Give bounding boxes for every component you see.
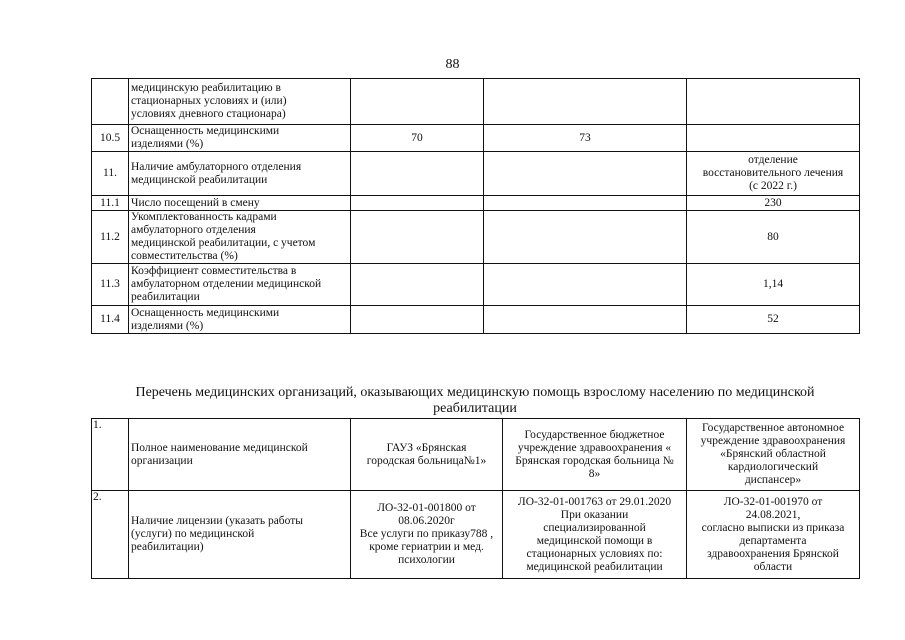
indicator-label-line: условиях дневного стационара)	[131, 108, 286, 120]
organization-2-line: При оказании	[560, 508, 629, 521]
organization-3	[687, 419, 860, 491]
value-col-3	[687, 125, 860, 152]
organization-3-line: здравоохранения Брянской	[707, 547, 839, 560]
indicator-label-line: реабилитации	[131, 291, 200, 303]
organization-1-line: городская больница№1»	[366, 454, 487, 467]
indicator-label-line: амбулаторного отделения	[131, 224, 256, 236]
value-col-1	[351, 79, 484, 125]
organization-3-line: департамента	[739, 534, 807, 547]
criterion-label	[129, 491, 351, 579]
criterion-label-line: организации	[131, 454, 193, 467]
value-col-3-line: 80	[767, 230, 779, 243]
organization-2-line: специализированной	[543, 521, 646, 534]
value-col-2	[484, 152, 687, 196]
table-row	[92, 152, 860, 196]
organization-2-line: медицинской помощи в	[536, 534, 653, 547]
indicator-label	[129, 79, 351, 125]
criterion-label-line: Наличие лицензии (указать работы	[131, 515, 304, 527]
value-col-2	[484, 79, 687, 125]
indicator-label-line: Число посещений в смену	[131, 196, 260, 209]
organization-3-line: Государственное автономное	[701, 422, 845, 434]
row-number: 1.	[92, 419, 129, 491]
table-row	[92, 419, 860, 491]
value-col-3	[687, 211, 860, 264]
criterion-label-line: реабилитации)	[131, 541, 204, 553]
indicator-label	[129, 152, 351, 196]
value-col-3	[687, 306, 860, 334]
organization-3-line: кардиологический	[727, 461, 819, 473]
table-row	[92, 125, 860, 152]
table-row	[92, 79, 860, 125]
table-row	[92, 211, 860, 264]
organization-1	[351, 419, 503, 491]
table-row	[92, 306, 860, 334]
organization-3-line: области	[753, 560, 793, 573]
row-number: 11.2	[92, 211, 129, 264]
value-col-1	[351, 306, 484, 334]
indicator-label	[129, 264, 351, 306]
organization-2-line: учреждение здравоохранения «	[517, 441, 672, 454]
organization-3-line: учреждение здравоохранения	[700, 435, 846, 447]
value-col-2: 73	[484, 125, 687, 152]
rehab-indicators-table	[91, 78, 860, 334]
row-number: 11.3	[92, 264, 129, 306]
value-col-3-line: 230	[764, 196, 782, 209]
value-col-3	[687, 79, 860, 125]
indicator-label-line: амбулаторном отделении медицинской	[131, 278, 322, 290]
criterion-label-line: (услуги) по медицинской	[131, 528, 255, 540]
value-col-1	[351, 211, 484, 264]
organization-2	[503, 419, 687, 491]
value-col-3-line: 1,14	[762, 278, 784, 290]
section-heading	[91, 385, 859, 417]
organization-3-line: согласно выписки из приказа	[701, 521, 845, 534]
value-col-1	[351, 264, 484, 306]
criterion-label-line: Полное наименование медицинской	[131, 441, 308, 454]
indicator-label-line: стационарных условиях и (или)	[131, 95, 287, 107]
medical-organizations-body	[92, 419, 860, 579]
organization-2-line: медицинской реабилитации	[526, 560, 663, 573]
indicator-label	[129, 211, 351, 264]
table-row	[92, 196, 860, 211]
organization-2-line: 8»	[588, 467, 601, 480]
value-col-2	[484, 306, 687, 334]
organization-3-line: «Брянский областной	[720, 448, 826, 460]
indicator-label	[129, 125, 351, 152]
indicator-label-line: Укомплектованность кадрами	[131, 211, 277, 223]
indicator-label-line: медицинской реабилитации, с учетом	[131, 237, 316, 249]
indicator-label	[129, 306, 351, 334]
value-col-1	[351, 152, 484, 196]
organization-3-line: ЛО-32-01-001970 от	[723, 495, 823, 508]
value-col-1	[351, 196, 484, 211]
value-col-2	[484, 211, 687, 264]
organization-2-line: Государственное бюджетное	[524, 428, 665, 441]
value-col-3-line: 52	[767, 313, 779, 325]
criterion-label	[129, 419, 351, 491]
value-col-3-line: отделение	[748, 154, 798, 166]
indicator-label-line: совместительства (%)	[131, 250, 238, 262]
row-number: 11.4	[92, 306, 129, 334]
table-row	[92, 264, 860, 306]
organization-3-line: диспансер»	[744, 474, 802, 486]
indicator-label-line: изделиями (%)	[131, 138, 204, 150]
value-col-3	[687, 196, 860, 211]
indicator-label-line: Оснащенность медицинскими	[131, 125, 280, 137]
organization-2-line: ЛО-32-01-001763 от 29.01.2020	[517, 495, 672, 508]
indicator-label-line: Оснащенность медицинскими	[131, 306, 280, 319]
row-number	[92, 79, 129, 125]
section-heading-line-2: реабилитации	[433, 401, 517, 416]
organization-2-line: стационарных условиях по:	[526, 547, 663, 560]
organization-1-line: Все услуги по приказу788 ,	[359, 528, 494, 540]
value-col-3	[687, 152, 860, 196]
row-number: 2.	[92, 491, 129, 579]
row-number: 11.1	[92, 196, 129, 211]
organization-1-line: ГАУЗ «Брянская	[386, 441, 467, 454]
indicator-label-line: Коэффициент совместительства в	[131, 265, 297, 277]
organization-1	[351, 491, 503, 579]
organization-2-line: Брянская городская больница №	[515, 454, 674, 467]
organization-1-line: ЛО-32-01-001800 от	[377, 502, 476, 514]
indicator-label-line: Наличие амбулаторного отделения	[131, 160, 302, 173]
value-col-3	[687, 264, 860, 306]
organization-1-line: кроме гериатрии и мед.	[369, 541, 484, 553]
row-number: 11.	[92, 152, 129, 196]
section-heading-line-1: Перечень медицинских организаций, оказывающих медицинскую помощь взрослому населению по медицинской	[135, 385, 815, 400]
row-number: 10.5	[92, 125, 129, 152]
indicator-label-line: медицинскую реабилитацию в	[131, 82, 281, 94]
rehab-indicators-body	[92, 79, 860, 334]
value-col-3-line: восстановительного лечения	[702, 167, 844, 179]
organization-3-line: 24.08.2021,	[745, 508, 801, 521]
medical-organizations-table	[91, 418, 860, 579]
value-col-1: 70	[351, 125, 484, 152]
indicator-label-line: изделиями (%)	[131, 319, 204, 332]
organization-2	[503, 491, 687, 579]
organization-1-line: психологии	[398, 554, 455, 566]
table-row	[92, 491, 860, 579]
indicator-label	[129, 196, 351, 211]
page-number: 88	[445, 57, 460, 72]
value-col-2	[484, 196, 687, 211]
organization-3	[687, 491, 860, 579]
value-col-3-line: (с 2022 г.)	[749, 180, 797, 192]
organization-1-line: 08.06.2020г	[398, 515, 455, 527]
indicator-label-line: медицинской реабилитации	[131, 173, 268, 186]
value-col-2	[484, 264, 687, 306]
